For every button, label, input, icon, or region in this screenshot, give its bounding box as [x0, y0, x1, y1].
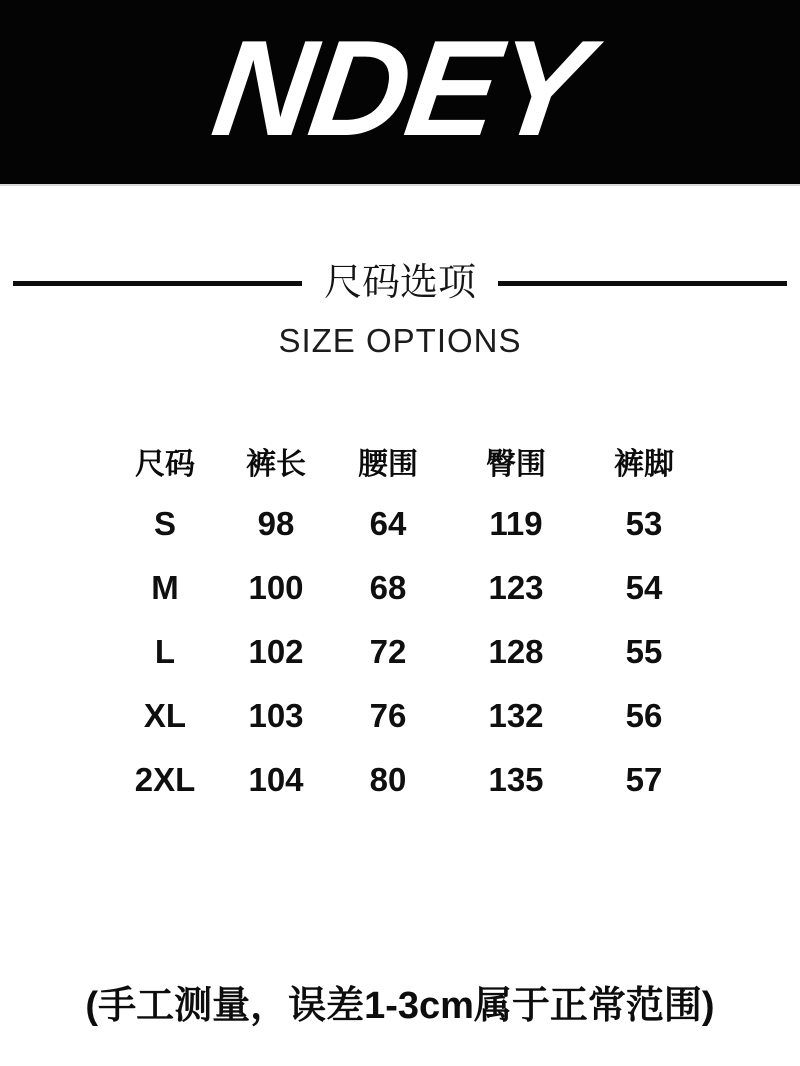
value-cell: 100 — [248, 569, 304, 606]
brand-banner — [0, 0, 800, 186]
size-cell: L — [154, 633, 176, 670]
value-cell: 68 — [369, 569, 407, 606]
column-header-pants-length: 裤长 — [246, 448, 306, 481]
value-cell: 76 — [369, 697, 407, 734]
divider-line-left — [13, 281, 302, 286]
table-row-l — [100, 620, 710, 684]
value-cell: 55 — [625, 633, 663, 670]
size-cell: M — [151, 569, 179, 606]
value-cell: 128 — [488, 633, 544, 670]
size-cell: XL — [143, 697, 187, 734]
column-header-waist: 腰围 — [358, 448, 418, 481]
value-cell: 72 — [369, 633, 407, 670]
value-cell: 123 — [488, 569, 544, 606]
table-row-s — [100, 492, 710, 556]
brand-logo: NDEY — [204, 12, 597, 164]
value-cell: 54 — [625, 569, 663, 606]
section-header — [13, 263, 787, 305]
table-header-row — [100, 430, 710, 492]
value-cell: 98 — [257, 505, 295, 542]
value-cell: 103 — [248, 697, 304, 734]
value-cell: 64 — [369, 505, 407, 542]
table-row-xl — [100, 684, 710, 748]
measurement-disclaimer: (手工测量，误差1-3cm属于正常范围) — [85, 985, 715, 1027]
value-cell: 119 — [489, 505, 543, 542]
value-cell: 80 — [369, 761, 407, 798]
value-cell: 135 — [488, 761, 544, 798]
divider-line-right — [498, 281, 787, 286]
value-cell: 57 — [625, 761, 663, 798]
value-cell: 104 — [248, 761, 304, 798]
size-cell: S — [153, 505, 176, 542]
value-cell: 56 — [625, 697, 663, 734]
column-header-size: 尺码 — [135, 448, 195, 481]
value-cell: 132 — [488, 697, 544, 734]
value-cell: 102 — [248, 633, 304, 670]
size-cell: 2XL — [134, 761, 196, 798]
column-header-leg-opening: 裤脚 — [614, 448, 674, 481]
value-cell: 53 — [625, 505, 663, 542]
section-title-chinese: 尺码选项 — [324, 262, 477, 304]
table-row-2xl — [100, 748, 710, 812]
section-title-english: SIZE OPTIONS — [278, 322, 522, 359]
size-table — [100, 430, 710, 812]
table-row-m — [100, 556, 710, 620]
column-header-hip: 臀围 — [486, 448, 546, 481]
